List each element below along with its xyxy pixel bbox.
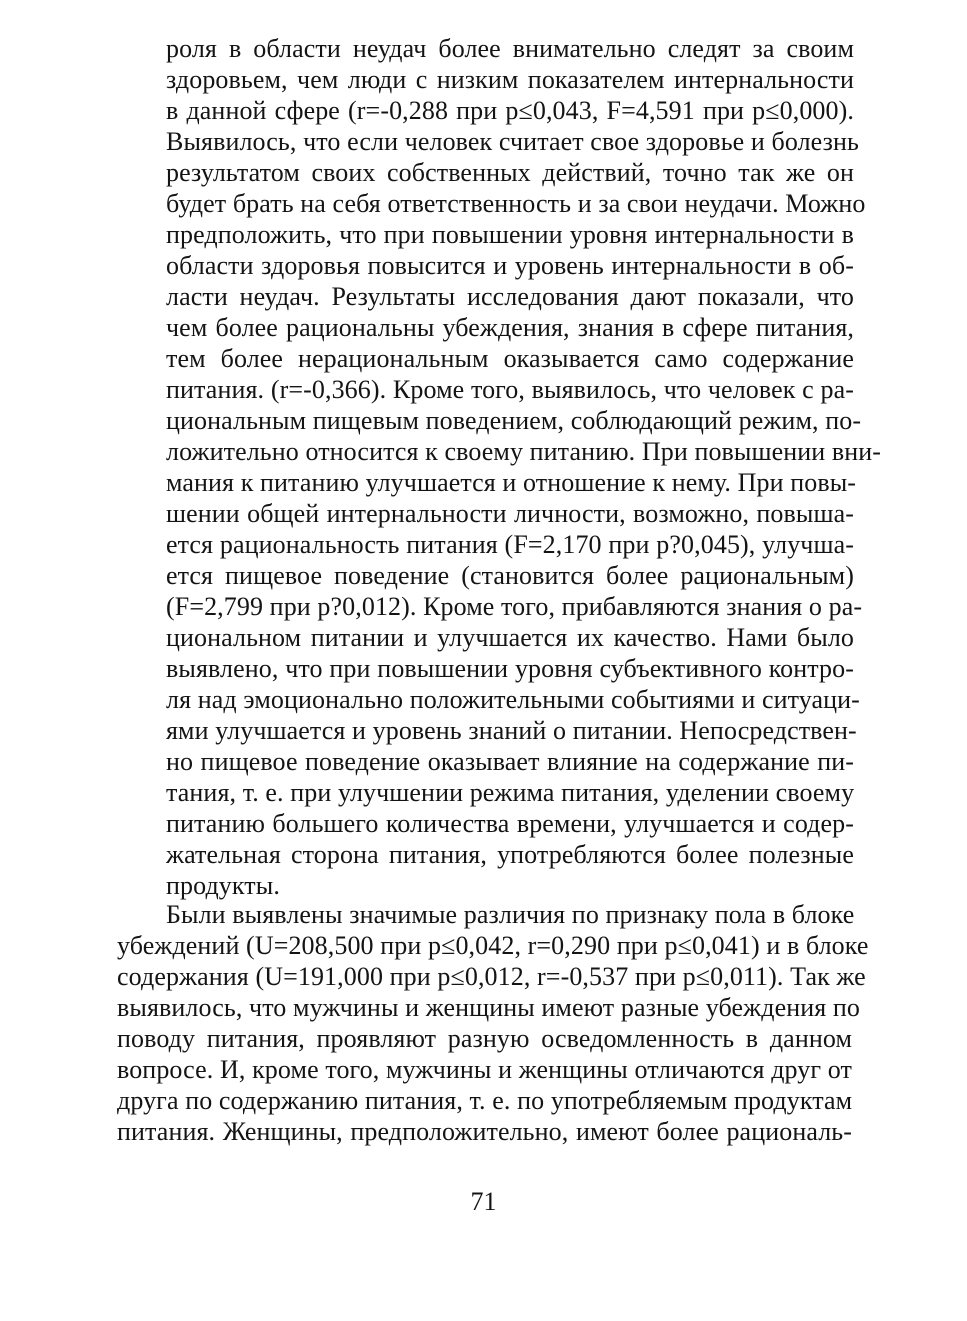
text-line: друга по содержанию питания, т. е. по употребляемым продуктам bbox=[117, 1086, 853, 1115]
text-line: результатом своих собственных действий, точно так же он bbox=[166, 158, 854, 187]
text-line: тем более нерациональным оказывается само содержание bbox=[166, 344, 854, 373]
text-line: содержания (U=191,000 при p≤0,012, r=-0,537 при p≤0,011). Так же bbox=[117, 962, 866, 991]
text-line: питания. Женщины, предположительно, имеют более рациональ- bbox=[117, 1117, 852, 1146]
text-line: ласти неудач. Результаты исследования дают показали, что bbox=[166, 282, 854, 311]
text-line: тания, т. е. при улучшении режима питания, уделении своему bbox=[166, 778, 855, 807]
text-line: мания к питанию улучшается и отношение к нему. При повы- bbox=[166, 468, 857, 497]
text-line: ложительно относится к своему питанию. При повышении вни- bbox=[166, 437, 882, 466]
text-line: в данной сфере (r=-0,288 при p≤0,043, F=4,591 при p≤0,000). bbox=[166, 96, 854, 125]
text-line: жательная сторона питания, употребляются более полезные bbox=[166, 840, 854, 869]
text-line: но пищевое поведение оказывает влияние на содержание пи- bbox=[166, 747, 854, 776]
text-line: выявлено, что при повышении уровня субъективного контро- bbox=[166, 654, 854, 683]
text-line: предположить, что при повышении уровня интернальности в bbox=[166, 220, 854, 249]
text-line: ля над эмоционально положительными событиями и ситуаци- bbox=[166, 685, 860, 714]
text-line: шении общей интернальности личности, возможно, повыша- bbox=[166, 499, 854, 528]
text-line: циональным пищевым поведением, соблюдающий режим, по- bbox=[166, 406, 862, 435]
text-line: циональном питании и улучшается их качество. Нами было bbox=[166, 623, 854, 652]
text-line: чем более рациональны убеждения, знания в сфере питания, bbox=[166, 313, 854, 342]
text-line: питанию большего количества времени, улучшается и содер- bbox=[166, 809, 854, 838]
text-line: ями улучшается и уровень знаний о питании. Непосредствен- bbox=[166, 716, 857, 745]
text-line: роля в области неудач более внимательно следят за своим bbox=[166, 34, 854, 63]
text-line: области здоровья повысится и уровень интернальности в об- bbox=[166, 251, 854, 280]
text-line: поводу питания, проявляют разную осведомленность в данном bbox=[117, 1024, 852, 1053]
text-line: ется рациональность питания (F=2,170 при p?0,045), улучша- bbox=[166, 530, 854, 559]
text-line: (F=2,799 при p?0,012). Кроме того, прибавляются знания о ра- bbox=[166, 592, 863, 621]
text-line: питания. (r=-0,366). Кроме того, выявилось, что человек с ра- bbox=[166, 375, 854, 404]
text-line: Выявилось, что если человек считает свое здоровье и болезнь bbox=[166, 127, 859, 156]
text-line: здоровьем, чем люди с низким показателем интернальности bbox=[166, 65, 854, 94]
text-line: Были выявлены значимые различия по признаку пола в блоке bbox=[166, 900, 855, 929]
text-line: вопросе. И, кроме того, мужчины и женщины отличаются друг от bbox=[117, 1055, 852, 1084]
text-line: будет брать на себя ответственность и за свои неудачи. Можно bbox=[166, 189, 866, 218]
text-line: ется пищевое поведение (становится более рациональным) bbox=[166, 561, 854, 590]
text-line: выявилось, что мужчины и женщины имеют разные убеждения по bbox=[117, 993, 861, 1022]
page-number: 71 bbox=[470, 1187, 497, 1216]
text-line: убеждений (U=208,500 при p≤0,042, r=0,290 при p≤0,041) и в блоке bbox=[117, 931, 869, 960]
text-line: продукты. bbox=[166, 871, 280, 900]
